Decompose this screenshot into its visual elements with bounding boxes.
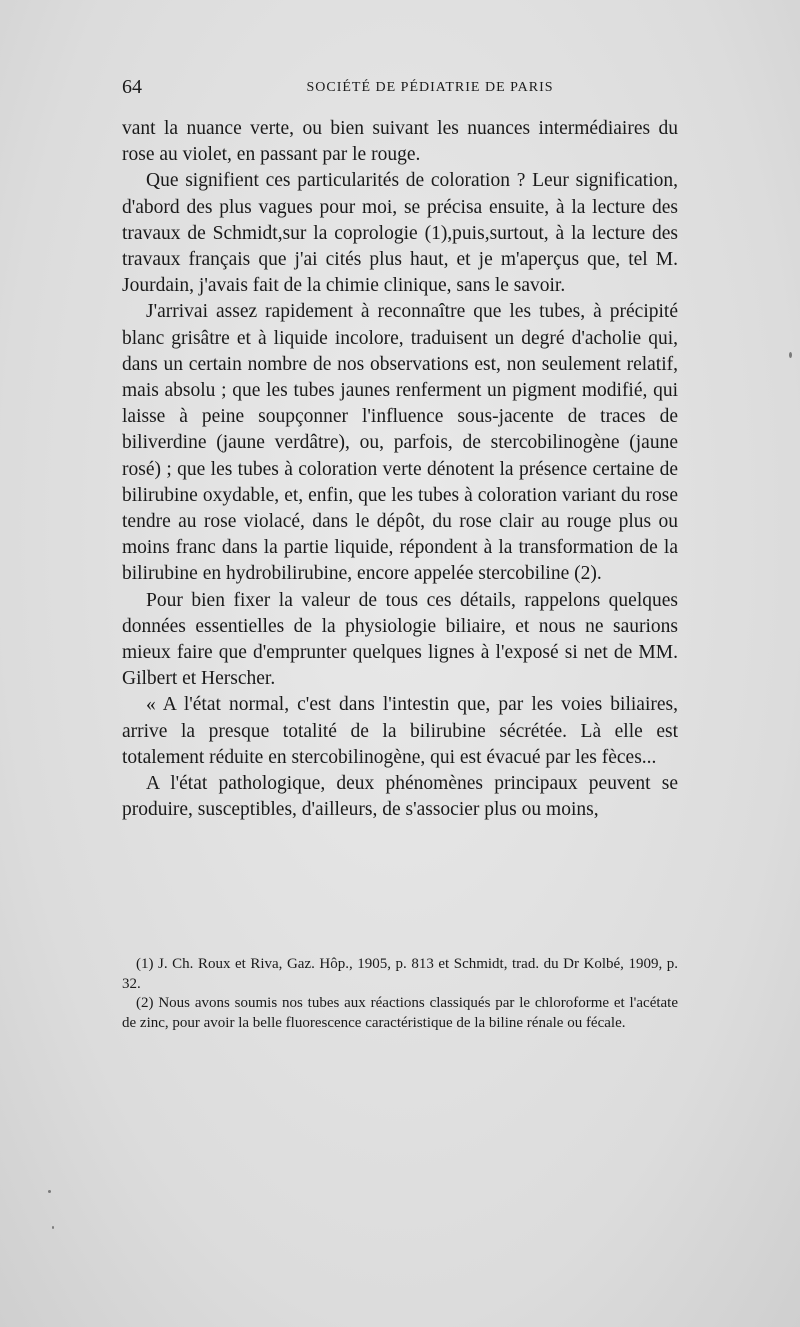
page-header	[122, 76, 678, 102]
paragraph: A l'état pathologique, deux phénomènes principaux peuvent se produire, susceptibles, d'ailleurs, de s'associer plus ou moins,	[122, 773, 678, 821]
page-number: 64	[122, 76, 142, 98]
paragraph: Pour bien fixer la valeur de tous ces détails, rappelons quelques données essentielles de la physiologie biliaire, et nous ne saurions mieux faire que d'emprunter quelques lignes à l'exposé si net de MM. Gilbert et Herscher.	[122, 589, 678, 690]
paragraph: vant la nuance verte, ou bien suivant les nuances intermédiaires du rose au violet, en passant par le rouge.	[122, 118, 678, 166]
body-text	[122, 116, 678, 823]
paragraph: « A l'état normal, c'est dans l'intestin que, par les voies biliaires, arrive la presque totalité de la bilirubine sécrétée. Là elle est totalement réduite en stercobilinogène, qui est évacué par les fèces...	[122, 694, 678, 768]
scan-speck	[789, 352, 792, 358]
scan-speck	[48, 1190, 51, 1193]
scan-speck	[52, 1226, 54, 1229]
running-title: SOCIÉTÉ DE PÉDIATRIE DE PARIS	[306, 80, 554, 95]
footnotes	[122, 955, 678, 1033]
paragraph: Que signifient ces particularités de coloration ? Leur signification, d'abord des plus vagues pour moi, se précisa ensuite, à la lecture des travaux de Schmidt,sur la coprologie (1),puis,surtout, à la lecture des travaux français que j'ai cités plus haut, et je m'aperçus que, tel M. Jourdain, j'avais fait de la chimie clinique, sans le savoir.	[122, 170, 678, 297]
paragraph: J'arrivai assez rapidement à reconnaître que les tubes, à précipité blanc grisâtre et à liquide incolore, traduisent un degré d'acholie qui, dans un certain nombre de nos observations est, non seulement relatif, mais absolu ; que les tubes jaunes renferment un pigment modifié, qui laisse à peine soupçonner l'influence sous-jacente de traces de biliverdine (jaune verdâtre), ou, parfois, de stercobilinogène (jaune rosé) ; que les tubes à coloration verte dénotent la présence certaine de bilirubine oxydable, et, enfin, que les tubes à coloration variant du rose tendre au rose violacé, dans le dépôt, du rose clair au rouge plus ou moins franc dans la partie liquide, répondent à la transformation de la bilirubine en hydrobilirubine, encore appelée stercobiline (2).	[122, 301, 678, 585]
footnote: (2) Nous avons soumis nos tubes aux réactions classiqués par le chloroforme et l'acétate de zinc, pour avoir la belle fluorescence caractéristique de la biline rénale ou fécale.	[122, 995, 678, 1031]
footnote: (1) J. Ch. Roux et Riva, Gaz. Hôp., 1905, p. 813 et Schmidt, trad. du Dr Kolbé, 1909, p. 32.	[122, 956, 678, 992]
